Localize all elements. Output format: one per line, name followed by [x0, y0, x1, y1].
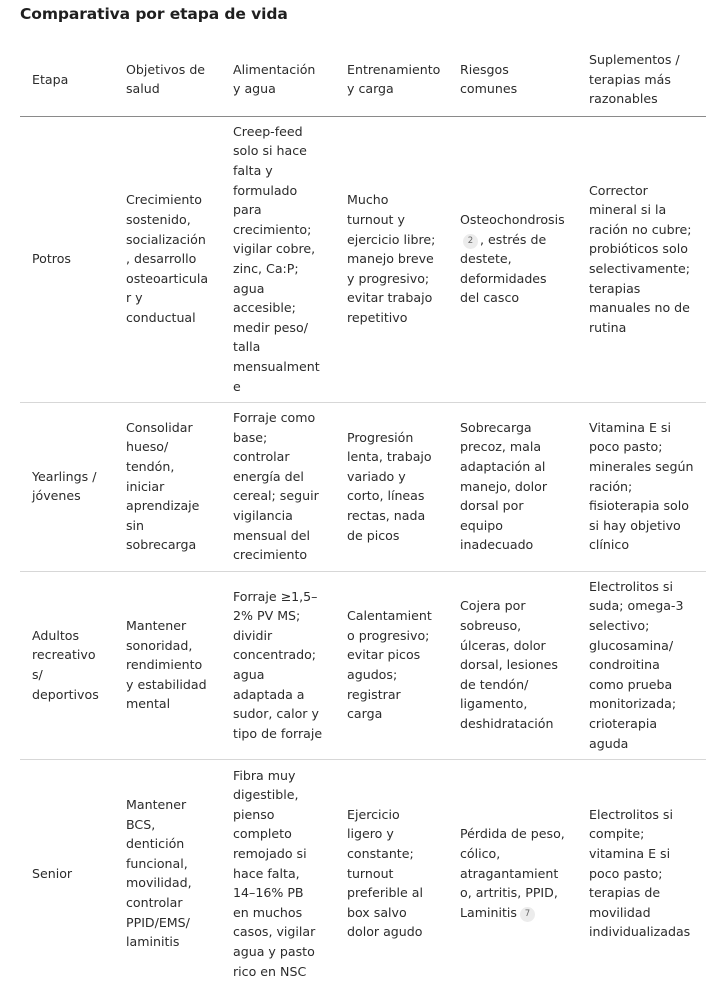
cell-entrenamiento: Calentamiento progresivo; evitar picos agudos; registrar carga — [335, 571, 448, 759]
cell-riesgos-text-continued: , estrés de destete, deformidades del casco — [460, 231, 547, 306]
header-riesgos: Riesgos comunes — [448, 44, 577, 116]
citation-badge[interactable]: 2 — [463, 234, 478, 249]
cell-objetivos: Mantener BCS, dentición funcional, movilidad, controlar PPID/EMS/ laminitis — [126, 797, 192, 950]
cell-objetivos: Mantener sonoridad, rendimiento y estabilidad mental — [114, 571, 221, 759]
cell-suplementos: Electrolitos si suda; omega-3 selectivo; glucosamina/ condroitina como prueba monitorizada; crioterapia aguda — [577, 571, 706, 759]
cell-etapa: Adultos recreativos/ deportivos — [20, 571, 114, 759]
citation-badge[interactable]: 7 — [520, 907, 535, 922]
table-row — [20, 571, 706, 759]
header-entrenamiento: Entrenamiento y carga — [335, 44, 448, 116]
cell-riesgos — [448, 116, 577, 402]
cell-etapa: Senior — [32, 865, 73, 881]
header-alimentacion: Alimentación y agua — [221, 44, 335, 116]
cell-suplementos: Corrector mineral si la ración no cubre; probióticos solo selectivamente; terapias manuales no de rutina — [577, 116, 706, 402]
section-title: Comparativa por etapa de vida — [20, 5, 288, 23]
cell-objetivos: Consolidar hueso/ tendón, iniciar aprendizaje sin sobrecarga — [114, 403, 221, 572]
cell-objetivos: Crecimiento sostenido, socialización, desarrollo osteoarticular y conductual — [114, 116, 221, 402]
header-etapa: Etapa — [20, 44, 114, 116]
table-row — [20, 116, 706, 402]
cell-alimentacion: Creep-feed solo si hace falta y formulado para crecimiento; vigilar cobre, zinc, Ca:P; agua accesible; medir peso/ talla mensualmente — [221, 116, 335, 402]
cell-entrenamiento: Ejercicio ligero y constante; turnout preferible al box salvo dolor agudo — [347, 806, 423, 940]
table-header-row — [20, 44, 706, 116]
cell-suplementos: Vitamina E si poco pasto; minerales según ración; fisioterapia solo si hay objetivo clínico — [577, 403, 706, 572]
comparison-table — [20, 44, 706, 988]
cell-riesgos — [448, 760, 577, 988]
cell-suplementos: Electrolitos si compite; vitamina E si poco pasto; terapias de movilidad individualizadas — [589, 806, 691, 940]
cell-riesgos-text: Osteochondrosis — [460, 211, 565, 227]
header-suplementos: Suplementos / terapias más razonables — [577, 44, 706, 116]
table-row — [20, 760, 706, 988]
cell-riesgos: Cojera por sobreuso, úlceras, dolor dorsal, lesiones de tendón/ ligamento, deshidratación — [448, 571, 577, 759]
cell-etapa: Potros — [20, 116, 114, 402]
header-objetivos: Objetivos de salud — [114, 44, 221, 116]
cell-alimentacion: Forraje como base; controlar energía del cereal; seguir vigilancia mensual del crecimiento — [221, 403, 335, 572]
cell-etapa: Yearlings / jóvenes — [20, 403, 114, 572]
table-row — [20, 403, 706, 572]
cell-alimentacion: Forraje ≥1,5–2% PV MS; dividir concentrado; agua adaptada a sudor, calor y tipo de forraje — [221, 571, 335, 759]
cell-riesgos: Sobrecarga precoz, mala adaptación al manejo, dolor dorsal por equipo inadecuado — [448, 403, 577, 572]
cell-entrenamiento: Mucho turnout y ejercicio libre; manejo breve y progresivo; evitar trabajo repetitivo — [335, 116, 448, 402]
cell-alimentacion: Fibra muy digestible, pienso completo remojado si hace falta, 14–16% PB en muchos casos, vigilar agua y pasto rico en NSC — [233, 767, 316, 979]
cell-riesgos-text: Pérdida de peso, cólico, atragantamiento, artritis, PPID, Laminitis — [460, 826, 565, 920]
cell-entrenamiento: Progresión lenta, trabajo variado y corto, líneas rectas, nada de picos — [335, 403, 448, 572]
